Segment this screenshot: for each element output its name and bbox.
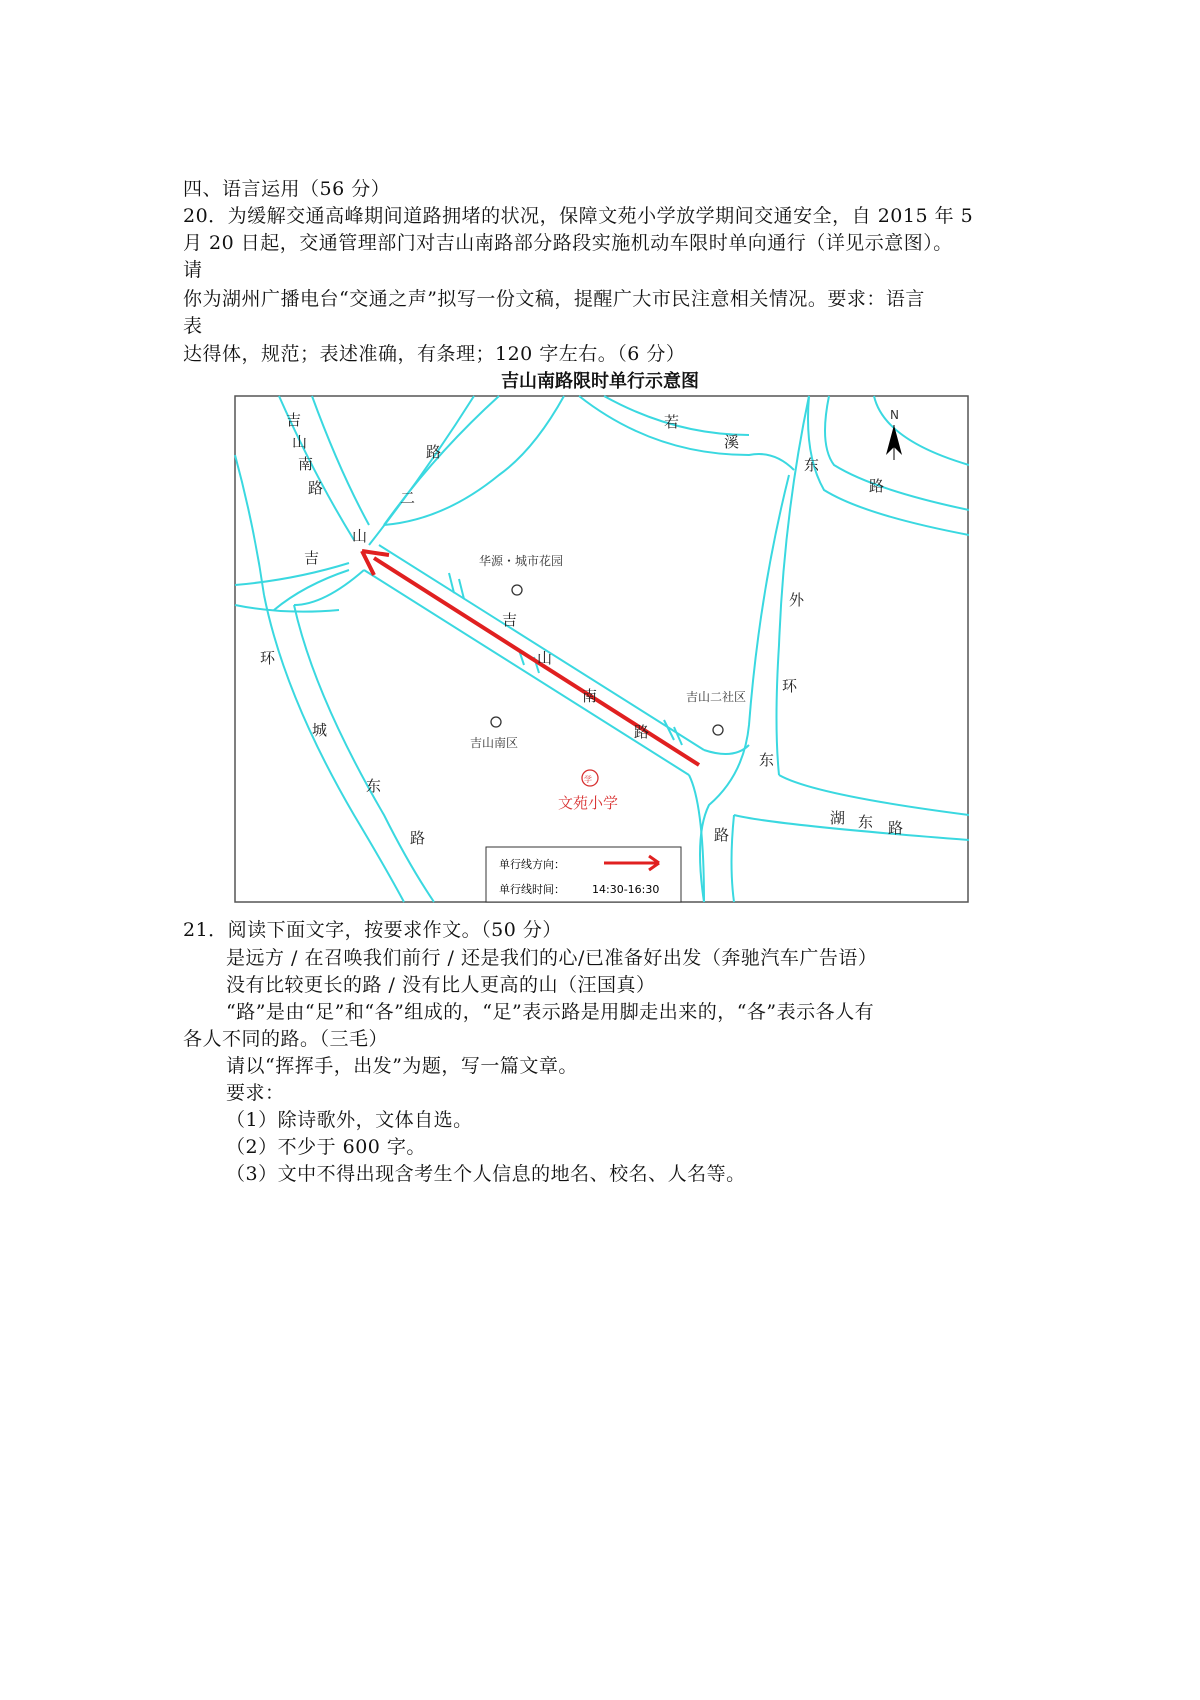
road-waihuan-1: 外 [789,591,805,609]
place-school: 文苑小学 [558,794,619,812]
place-jishannan-district-marker [491,717,501,727]
road-jishannan-top-2: 山 [292,433,308,451]
map-title: 吉山南路限时单行示意图 [501,371,699,392]
map-legend [486,847,681,902]
section-heading: 四、语言运用（56 分） [183,178,391,200]
road-jishaner-1: 路 [426,443,442,461]
road-jishannan-top-4: 路 [308,479,324,497]
q20-line-1: 20．为缓解交通高峰期间道路拥堵的状况，保障文苑小学放学期间交通安全，自 2015 年 5 [183,205,974,227]
q20-line-5: 表 [183,315,203,337]
q21-requirements-label: 要求： [226,1082,285,1104]
legend-time-label: 单行线时间： [499,883,565,896]
road-jishannan-main-4: 路 [634,723,650,741]
place-jishan-second: 吉山二社区 [686,690,747,704]
road-waihuan-2: 环 [782,677,798,695]
road-jishannan-top-3: 南 [298,455,314,473]
road-ruoxi-4: 路 [869,477,885,495]
school-symbol: 学 [584,775,592,784]
legend-direction-label: 单行线方向： [499,858,565,871]
road-huancheng-2: 城 [312,721,328,739]
q21-intro: 21．阅读下面文字，按要求作文。（50 分） [183,919,562,941]
road-huancheng-4: 路 [410,829,426,847]
place-jishannan-district: 吉山南区 [470,736,519,750]
road-waihuan-4: 路 [714,826,730,844]
road-jishannan-main-2: 山 [537,649,553,667]
road-hudong-2: 东 [858,813,874,831]
q21-requirement-2: （2）不少于 600 字。 [226,1136,426,1158]
q20-line-6: 达得体，规范；表述准确，有条理；120 字左右。（6 分） [183,343,686,365]
q21-quote-3-line-1: “路”是由“足”和“各”组成的，“足”表示路是用脚走出来的，“各”表示各人有 [226,1001,875,1023]
road-hudong-1: 湖 [830,809,846,827]
q21-quote-1: 是远方 / 在召唤我们前行 / 还是我们的心/已准备好出发（奔驰汽车广告语） [226,947,878,969]
road-jishaner-3: 山 [352,527,368,545]
q21-requirement-1: （1）除诗歌外，文体自选。 [226,1109,473,1131]
q21-quote-2: 没有比较更长的路 / 没有比人更高的山（汪国真） [226,974,656,996]
road-huancheng-3: 东 [366,777,382,795]
q20-line-3: 请 [183,259,203,281]
q20-line-2: 月 20 日起，交通管理部门对吉山南路部分路段实施机动车限时单向通行（详见示意图）。 [183,232,953,254]
road-jishaner-2: 二 [400,489,416,507]
road-huancheng-1: 环 [260,649,276,667]
q21-quote-3-line-2: 各人不同的路。（三毛） [183,1028,389,1050]
road-ruoxi-3: 东 [804,456,820,474]
road-jishaner-4: 吉 [304,549,320,567]
road-jishannan-top-1: 吉 [286,411,302,429]
road-ruoxi-1: 若 [664,413,680,431]
legend-time-value: 14:30-16:30 [592,883,660,896]
north-label: N [890,408,899,422]
road-jishannan-main-3: 南 [582,687,598,705]
road-hudong-3: 路 [888,819,904,837]
q21-prompt: 请以“挥挥手，出发”为题，写一篇文章。 [226,1055,578,1077]
road-waihuan-3: 东 [759,751,775,769]
q20-line-4: 你为湖州广播电台“交通之声”拟写一份文稿，提醒广大市民注意相关情况。要求：语言 [183,288,925,310]
road-ruoxi-2: 溪 [724,433,740,451]
place-huayuan: 华源・城市花园 [479,554,564,568]
road-jishannan-main-1: 吉 [502,611,518,629]
q21-requirement-3: （3）文中不得出现含考生个人信息的地名、校名、人名等。 [226,1163,746,1185]
traffic-map [234,395,969,903]
place-huayuan-marker [512,585,522,595]
place-jishan-second-marker [713,725,723,735]
